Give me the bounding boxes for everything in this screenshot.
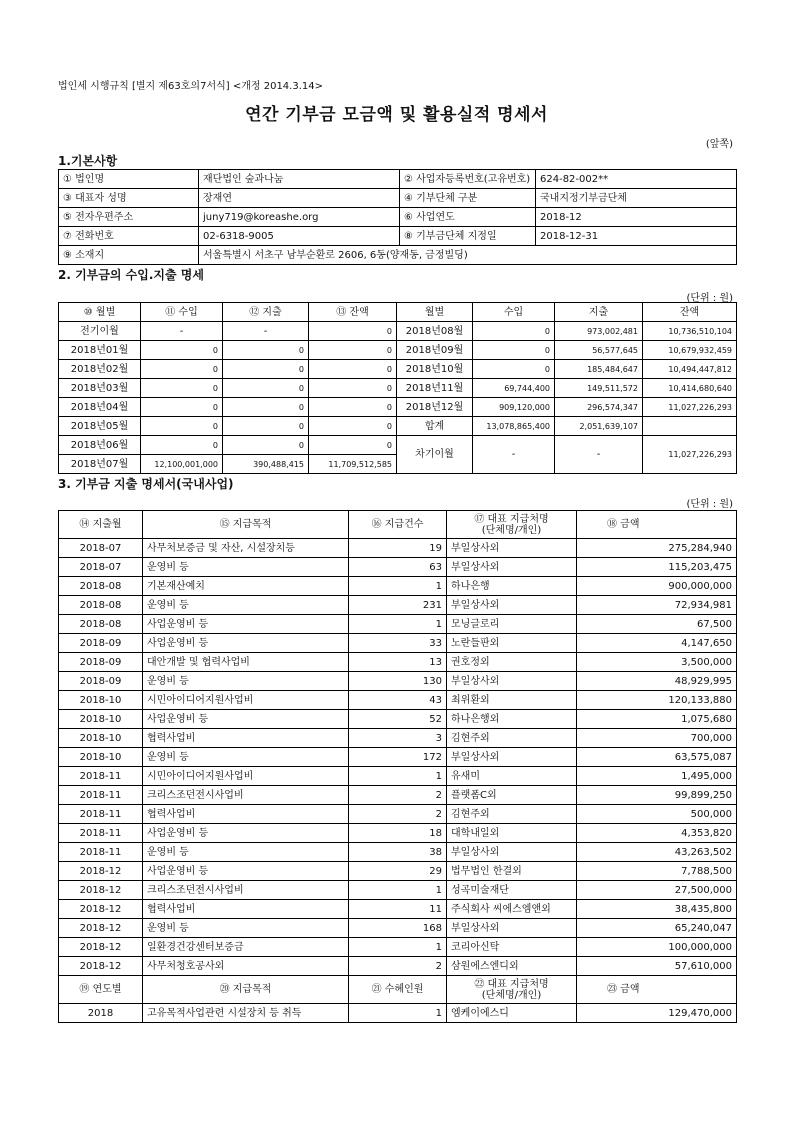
month-cell: 2018-11 xyxy=(59,843,143,862)
expense-cell: 2,051,639,107 xyxy=(555,417,643,436)
month-cell: 2018-12 xyxy=(59,938,143,957)
payee-cell: 부일상사외 xyxy=(447,748,577,767)
income-expense-table xyxy=(58,302,737,474)
field-value: juny719@koreashe.org xyxy=(199,208,400,227)
expense-cell: 0 xyxy=(223,360,309,379)
expense-row xyxy=(59,748,737,767)
payee-cell: 하나은행외 xyxy=(447,710,577,729)
section2-heading: 2. 기부금의 수입.지출 명세 xyxy=(58,268,204,282)
column-header: ⑪ 수입 xyxy=(141,303,223,322)
month-cell: 2018-10 xyxy=(59,748,143,767)
amount-cell: 900,000,000 xyxy=(577,577,737,596)
column-header xyxy=(447,976,577,1004)
balance-cell: 0 xyxy=(309,436,397,455)
payee-cell: 김현주외 xyxy=(447,729,577,748)
payee-cell: 부일상사외 xyxy=(447,558,577,577)
balance-cell: 0 xyxy=(309,379,397,398)
purpose-cell: 사업운영비 등 xyxy=(143,862,349,881)
count-cell: 52 xyxy=(349,710,447,729)
month-row xyxy=(59,436,737,455)
column-header: ㉑ 수혜인원 xyxy=(349,976,447,1004)
expense-row xyxy=(59,862,737,881)
payee-cell: 성곡미술재단 xyxy=(447,881,577,900)
expense-row xyxy=(59,919,737,938)
expense-cell: 0 xyxy=(223,436,309,455)
month-cell: 2018-11 xyxy=(59,767,143,786)
amount-cell: 48,929,995 xyxy=(577,672,737,691)
basic-info-table xyxy=(58,169,737,265)
income-cell: 0 xyxy=(141,360,223,379)
expense-cell: 0 xyxy=(223,417,309,436)
balance-cell xyxy=(643,417,737,436)
balance-cell: 0 xyxy=(309,398,397,417)
field-value: 서울특별시 서초구 남부순환로 2606, 6동(양재동, 금정빌딩) xyxy=(199,246,737,265)
month-cell: 2018-11 xyxy=(59,786,143,805)
month-cell: 2018년12월 xyxy=(397,398,473,417)
month-cell: 2018년01월 xyxy=(59,341,141,360)
header-row xyxy=(59,303,737,322)
count-cell: 1 xyxy=(349,881,447,900)
expense-row xyxy=(59,900,737,919)
column-header: 수입 xyxy=(473,303,555,322)
month-cell: 2018-08 xyxy=(59,596,143,615)
count-cell: 63 xyxy=(349,558,447,577)
amount-cell: 275,284,940 xyxy=(577,539,737,558)
amount-cell: 63,575,087 xyxy=(577,748,737,767)
payee-cell: 대학내일외 xyxy=(447,824,577,843)
purpose-cell: 기본재산예치 xyxy=(143,577,349,596)
month-row xyxy=(59,417,737,436)
purpose-cell: 협력사업비 xyxy=(143,900,349,919)
amount-cell: 27,500,000 xyxy=(577,881,737,900)
info-row xyxy=(59,208,737,227)
header-line: (단체명/개인) xyxy=(481,524,542,536)
purpose-cell: 일환경건강센터보증금 xyxy=(143,938,349,957)
expense-row xyxy=(59,824,737,843)
income-cell: 0 xyxy=(141,398,223,417)
purpose-cell: 협력사업비 xyxy=(143,805,349,824)
amount-cell: 500,000 xyxy=(577,805,737,824)
field-value: 2018-12-31 xyxy=(536,227,737,246)
expense-row xyxy=(59,539,737,558)
page-side-label: (앞쪽) xyxy=(705,139,733,150)
count-cell: 231 xyxy=(349,596,447,615)
count-cell: 1 xyxy=(349,577,447,596)
purpose-cell: 고유목적사업관련 시설장치 등 취득 xyxy=(143,1004,349,1023)
balance-cell: 11,709,512,585 xyxy=(309,455,397,474)
year-cell: 2018 xyxy=(59,1004,143,1023)
amount-cell: 57,610,000 xyxy=(577,957,737,976)
payee-cell: 유새미 xyxy=(447,767,577,786)
column-header: 월별 xyxy=(397,303,473,322)
expense-row xyxy=(59,577,737,596)
month-row xyxy=(59,379,737,398)
expense-cell: - xyxy=(223,322,309,341)
payee-cell: 부일상사외 xyxy=(447,596,577,615)
info-row xyxy=(59,189,737,208)
field-label: ⑥ 사업연도 xyxy=(400,208,536,227)
purpose-cell: 운영비 등 xyxy=(143,919,349,938)
purpose-cell: 크리스조던전시사업비 xyxy=(143,881,349,900)
amount-cell: 100,000,000 xyxy=(577,938,737,957)
expense-row xyxy=(59,672,737,691)
month-cell: 2018년07월 xyxy=(59,455,141,474)
carry-label: 차기이월 xyxy=(397,436,473,474)
field-value: 국내지정기부금단체 xyxy=(536,189,737,208)
expense-row xyxy=(59,938,737,957)
month-cell: 2018-12 xyxy=(59,957,143,976)
expense-row xyxy=(59,691,737,710)
month-cell: 2018년02월 xyxy=(59,360,141,379)
balance-cell: 0 xyxy=(309,322,397,341)
amount-cell: 72,934,981 xyxy=(577,596,737,615)
amount-cell: 43,263,502 xyxy=(577,843,737,862)
expense-row xyxy=(59,634,737,653)
payee-cell: 부일상사외 xyxy=(447,539,577,558)
income-cell: 12,100,001,000 xyxy=(141,455,223,474)
expense-cell: 0 xyxy=(223,379,309,398)
info-row xyxy=(59,170,737,189)
regulation-reference: 법인세 시행규칙 [별지 제63호의7서식] <개정 2014.3.14> xyxy=(58,81,323,92)
expense-cell: 0 xyxy=(223,398,309,417)
month-cell: 2018-10 xyxy=(59,710,143,729)
column-header: ⑬ 잔액 xyxy=(309,303,397,322)
month-cell: 2018-07 xyxy=(59,539,143,558)
amount-cell: 3,500,000 xyxy=(577,653,737,672)
column-header: 잔액 xyxy=(643,303,737,322)
amount-cell: 1,495,000 xyxy=(577,767,737,786)
income-cell: 909,120,000 xyxy=(473,398,555,417)
payee-cell: 권호정외 xyxy=(447,653,577,672)
amount-cell: 4,147,650 xyxy=(577,634,737,653)
amount-cell: 67,500 xyxy=(577,615,737,634)
purpose-cell: 크리스조던전시사업비 xyxy=(143,786,349,805)
count-cell: 18 xyxy=(349,824,447,843)
carry-expense: - xyxy=(555,436,643,474)
count-cell: 168 xyxy=(349,919,447,938)
purpose-cell: 사무처청호공사외 xyxy=(143,957,349,976)
count-cell: 19 xyxy=(349,539,447,558)
month-cell: 2018-12 xyxy=(59,919,143,938)
expense-cell: 185,484,647 xyxy=(555,360,643,379)
count-cell: 38 xyxy=(349,843,447,862)
expense-cell: 149,511,572 xyxy=(555,379,643,398)
purpose-cell: 운영비 등 xyxy=(143,596,349,615)
count-cell: 2 xyxy=(349,786,447,805)
count-cell: 33 xyxy=(349,634,447,653)
info-row xyxy=(59,246,737,265)
month-cell: 2018-09 xyxy=(59,653,143,672)
payee-cell: 주식회사 씨에스엠앤외 xyxy=(447,900,577,919)
count-cell: 2 xyxy=(349,957,447,976)
count-cell: 1 xyxy=(349,1004,447,1023)
expenditure-table xyxy=(58,510,737,1023)
amount-cell: 129,470,000 xyxy=(577,1004,737,1023)
balance-cell: 10,679,932,459 xyxy=(643,341,737,360)
month-cell: 2018-07 xyxy=(59,558,143,577)
month-cell: 2018년05월 xyxy=(59,417,141,436)
expense-row xyxy=(59,729,737,748)
expense-row xyxy=(59,653,737,672)
payee-cell: 코리아신탁 xyxy=(447,938,577,957)
amount-cell: 7,788,500 xyxy=(577,862,737,881)
income-cell: 0 xyxy=(473,360,555,379)
column-header: ⑩ 월별 xyxy=(59,303,141,322)
amount-cell: 38,435,800 xyxy=(577,900,737,919)
income-cell: 0 xyxy=(473,341,555,360)
column-header: ⑲ 연도별 xyxy=(59,976,143,1004)
amount-cell: 4,353,820 xyxy=(577,824,737,843)
purpose-cell: 사업운영비 등 xyxy=(143,710,349,729)
field-label: ⑤ 전자우편주소 xyxy=(59,208,199,227)
balance-cell: 10,494,447,812 xyxy=(643,360,737,379)
month-cell: 2018-09 xyxy=(59,672,143,691)
month-cell: 전기이월 xyxy=(59,322,141,341)
count-cell: 11 xyxy=(349,900,447,919)
amount-cell: 99,899,250 xyxy=(577,786,737,805)
column-header: ⑮ 지급목적 xyxy=(143,511,349,539)
expense-cell: 56,577,645 xyxy=(555,341,643,360)
amount-cell: 115,203,475 xyxy=(577,558,737,577)
month-cell: 2018-11 xyxy=(59,824,143,843)
balance-cell: 11,027,226,293 xyxy=(643,398,737,417)
payee-cell: 부일상사외 xyxy=(447,672,577,691)
header-row xyxy=(59,511,737,539)
expense-row xyxy=(59,805,737,824)
carry-balance: 11,027,226,293 xyxy=(643,436,737,474)
month-cell: 2018-08 xyxy=(59,615,143,634)
purpose-cell: 시민아이디어지원사업비 xyxy=(143,767,349,786)
info-row xyxy=(59,227,737,246)
expense-row xyxy=(59,843,737,862)
field-value: 2018-12 xyxy=(536,208,737,227)
field-value: 재단법인 숲과나눔 xyxy=(199,170,400,189)
column-header: ⑫ 지출 xyxy=(223,303,309,322)
purpose-cell: 사업운영비 등 xyxy=(143,615,349,634)
income-cell: 0 xyxy=(141,341,223,360)
payee-cell: 부일상사외 xyxy=(447,919,577,938)
month-cell: 2018년09월 xyxy=(397,341,473,360)
payee-cell: 하나은행 xyxy=(447,577,577,596)
field-value: 624-82-002** xyxy=(536,170,737,189)
column-header: ㉓ 금액 xyxy=(577,976,737,1004)
expense-cell: 973,002,481 xyxy=(555,322,643,341)
field-label: ⑦ 전화번호 xyxy=(59,227,199,246)
month-cell: 2018-11 xyxy=(59,805,143,824)
section3-heading: 3. 기부금 지출 명세서(국내사업) xyxy=(58,477,234,491)
count-cell: 13 xyxy=(349,653,447,672)
payee-cell: 노란들판외 xyxy=(447,634,577,653)
purpose-cell: 사업운영비 등 xyxy=(143,634,349,653)
field-label: ⑨ 소재지 xyxy=(59,246,199,265)
expense-row xyxy=(59,767,737,786)
income-cell: 69,744,400 xyxy=(473,379,555,398)
field-value: 장재연 xyxy=(199,189,400,208)
month-cell: 2018-10 xyxy=(59,729,143,748)
count-cell: 1 xyxy=(349,615,447,634)
field-value: 02-6318-9005 xyxy=(199,227,400,246)
income-cell: - xyxy=(141,322,223,341)
month-cell: 합계 xyxy=(397,417,473,436)
count-cell: 130 xyxy=(349,672,447,691)
payee-cell: 법무법인 한결외 xyxy=(447,862,577,881)
count-cell: 2 xyxy=(349,805,447,824)
income-cell: 13,078,865,400 xyxy=(473,417,555,436)
section2-unit: (단위 : 원) xyxy=(686,293,733,304)
purpose-cell: 협력사업비 xyxy=(143,729,349,748)
purpose-cell: 대안개발 및 협력사업비 xyxy=(143,653,349,672)
payee-cell: 부일상사외 xyxy=(447,843,577,862)
column-header: ⑱ 금액 xyxy=(577,511,737,539)
month-cell: 2018-12 xyxy=(59,881,143,900)
payee-cell: 최위환외 xyxy=(447,691,577,710)
purpose-cell: 운영비 등 xyxy=(143,558,349,577)
month-cell: 2018년04월 xyxy=(59,398,141,417)
month-cell: 2018-10 xyxy=(59,691,143,710)
expense-row xyxy=(59,881,737,900)
month-cell: 2018년08월 xyxy=(397,322,473,341)
column-header: ⑳ 지급목적 xyxy=(143,976,349,1004)
month-cell: 2018년06월 xyxy=(59,436,141,455)
expense-row xyxy=(59,596,737,615)
count-cell: 1 xyxy=(349,938,447,957)
payee-cell: 모닝글로리 xyxy=(447,615,577,634)
balance-cell: 10,736,510,104 xyxy=(643,322,737,341)
expense-row xyxy=(59,710,737,729)
balance-cell: 0 xyxy=(309,360,397,379)
field-label: ⑧ 기부금단체 지정일 xyxy=(400,227,536,246)
month-cell: 2018년11월 xyxy=(397,379,473,398)
payee-cell: 삼원에스엔디외 xyxy=(447,957,577,976)
column-header xyxy=(447,511,577,539)
purpose-cell: 시민아이디어지원사업비 xyxy=(143,691,349,710)
column-header: ⑯ 지급건수 xyxy=(349,511,447,539)
header-line: (단체명/개인) xyxy=(481,989,542,1001)
header-line: ㉒ 대표 지급처명 xyxy=(474,978,549,990)
count-cell: 29 xyxy=(349,862,447,881)
expense-cell: 0 xyxy=(223,341,309,360)
month-cell: 2018-09 xyxy=(59,634,143,653)
purpose-cell: 사업운영비 등 xyxy=(143,824,349,843)
balance-cell: 0 xyxy=(309,417,397,436)
purpose-cell: 운영비 등 xyxy=(143,672,349,691)
count-cell: 3 xyxy=(349,729,447,748)
balance-cell: 0 xyxy=(309,341,397,360)
carry-income: - xyxy=(473,436,555,474)
field-label: ① 법인명 xyxy=(59,170,199,189)
income-cell: 0 xyxy=(141,436,223,455)
payee-cell: 김현주외 xyxy=(447,805,577,824)
purpose-cell: 운영비 등 xyxy=(143,843,349,862)
expense-cell: 296,574,347 xyxy=(555,398,643,417)
count-cell: 172 xyxy=(349,748,447,767)
month-row xyxy=(59,341,737,360)
column-header: 지출 xyxy=(555,303,643,322)
purpose-cell: 사무처보증금 및 자산, 시설장치등 xyxy=(143,539,349,558)
amount-cell: 65,240,047 xyxy=(577,919,737,938)
section1-heading: 1.기본사항 xyxy=(58,154,118,168)
field-label: ④ 기부단체 구분 xyxy=(400,189,536,208)
income-cell: 0 xyxy=(141,379,223,398)
count-cell: 43 xyxy=(349,691,447,710)
payee-cell: 플랫폼C외 xyxy=(447,786,577,805)
month-row xyxy=(59,398,737,417)
expense-row xyxy=(59,615,737,634)
month-row xyxy=(59,360,737,379)
document-title: 연간 기부금 모금액 및 활용실적 명세서 xyxy=(245,105,548,125)
amount-cell: 120,133,880 xyxy=(577,691,737,710)
month-cell: 2018-12 xyxy=(59,862,143,881)
count-cell: 1 xyxy=(349,767,447,786)
field-label: ③ 대표자 성명 xyxy=(59,189,199,208)
month-row xyxy=(59,322,737,341)
column-header: ⑭ 지출월 xyxy=(59,511,143,539)
amount-cell: 1,075,680 xyxy=(577,710,737,729)
balance-cell: 10,414,680,640 xyxy=(643,379,737,398)
payee-cell: 엠케이에스디 xyxy=(447,1004,577,1023)
month-cell: 2018년10월 xyxy=(397,360,473,379)
income-cell: 0 xyxy=(141,417,223,436)
expense-row xyxy=(59,786,737,805)
expense-row xyxy=(59,558,737,577)
month-cell: 2018년03월 xyxy=(59,379,141,398)
expense-row xyxy=(59,1004,737,1023)
expense-row xyxy=(59,957,737,976)
header-row xyxy=(59,976,737,1004)
month-cell: 2018-12 xyxy=(59,900,143,919)
section3-unit: (단위 : 원) xyxy=(686,499,733,510)
field-label: ② 사업자등록번호(고유번호) xyxy=(400,170,536,189)
month-cell: 2018-08 xyxy=(59,577,143,596)
amount-cell: 700,000 xyxy=(577,729,737,748)
expense-cell: 390,488,415 xyxy=(223,455,309,474)
income-cell: 0 xyxy=(473,322,555,341)
purpose-cell: 운영비 등 xyxy=(143,748,349,767)
header-line: ⑰ 대표 지급처명 xyxy=(474,513,549,525)
